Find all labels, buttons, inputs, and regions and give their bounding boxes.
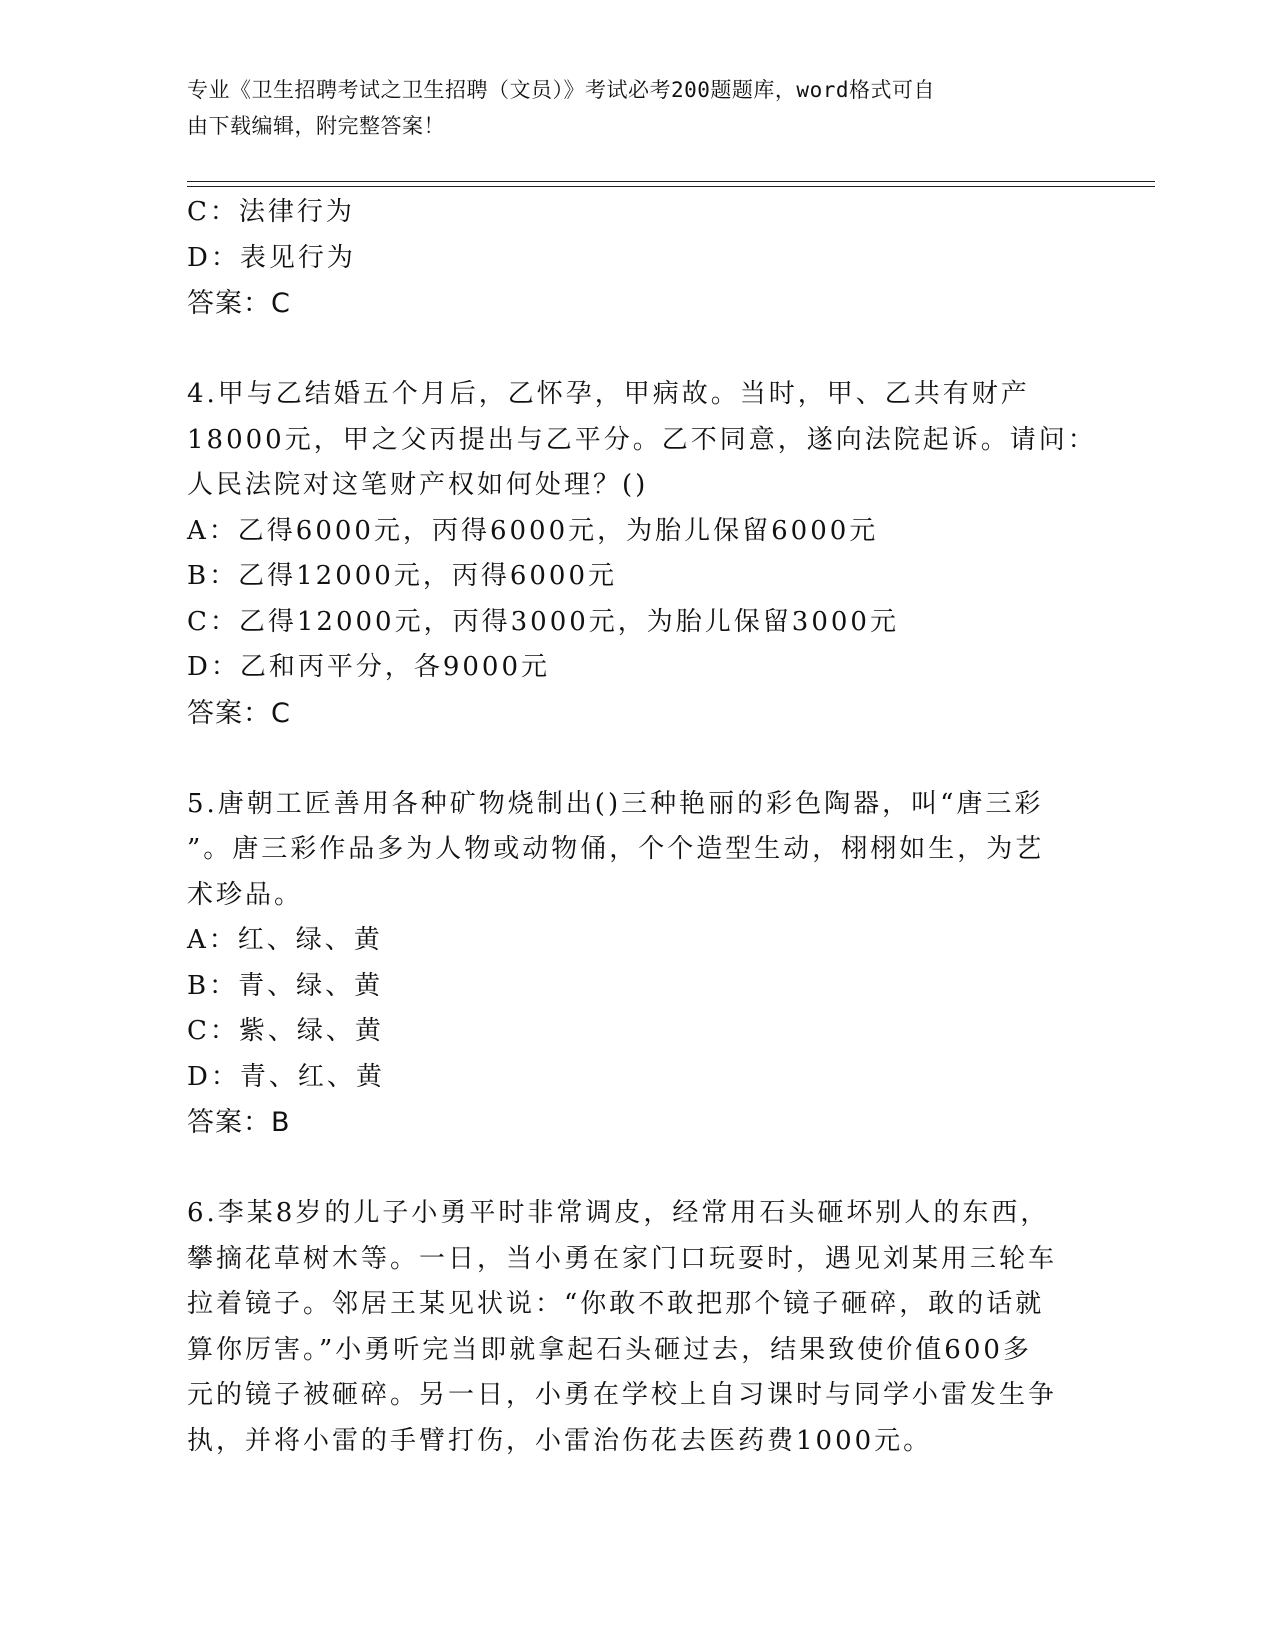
option-c: C：乙得12000元，丙得3000元，为胎儿保留3000元 — [187, 606, 899, 637]
header-line-1: 专业《卫生招聘考试之卫生招聘（文员）》考试必考200题题库，word格式可自 — [187, 78, 935, 102]
question-stem-line: 18000元，甲之父丙提出与乙平分。乙不同意，遂向法院起诉。请问： — [187, 424, 1097, 455]
option-b: B：青、绿、黄 — [187, 970, 384, 1001]
header-line-2: 由下载编辑，附完整答案！ — [187, 114, 445, 138]
option-a: A：红、绿、黄 — [187, 925, 383, 955]
question-stem-line: 6.李某8岁的儿子小勇平时非常调皮，经常用石头砸坏别人的东西， — [187, 1198, 1050, 1228]
question-stem-line: 4.甲与乙结婚五个月后，乙怀孕，甲病故。当时，甲、乙共有财产 — [187, 379, 1030, 409]
option-c: C：法律行为 — [187, 197, 355, 227]
question-6 — [187, 1191, 1067, 1464]
spacer — [187, 327, 1067, 373]
question-stem-line: 5.唐朝工匠善用各种矿物烧制出()三种艳丽的彩色陶器，叫“唐三彩 — [187, 788, 1044, 819]
question-stem-line: 攀摘花草树木等。一日，当小勇在家门口玩耍时，遇见刘某用三轮车 — [187, 1243, 1058, 1274]
question-stem-line: 元的镜子被砸碎。另一日，小勇在学校上自习课时与同学小雷发生争 — [187, 1380, 1058, 1410]
answer: 答案：C — [187, 697, 291, 729]
question-stem-line: 执，并将小雷的手臂打伤，小雷治伤花去医药费1000元。 — [187, 1425, 933, 1456]
option-a: A：乙得6000元，丙得6000元，为胎儿保留6000元 — [187, 515, 879, 546]
option-d: D：乙和丙平分，各9000元 — [187, 652, 551, 682]
question-5 — [187, 782, 1067, 1146]
spacer — [187, 1146, 1067, 1192]
question-stem-line: 人民法院对这笔财产权如何处理？() — [187, 470, 649, 500]
document-body — [187, 190, 1097, 1464]
document-header — [187, 72, 1067, 144]
question-stem-line: 拉着镜子。邻居王某见状说：“你敢不敢把那个镜子砸碎，敢的话就 — [187, 1289, 1045, 1319]
question-stem-line: 术珍品。 — [187, 879, 304, 910]
question-4 — [187, 372, 1097, 736]
question-stem-line: ”。唐三彩作品多为人物或动物俑，个个造型生动，栩栩如生，为艺 — [187, 834, 1045, 864]
option-b: B：乙得12000元，丙得6000元 — [187, 561, 617, 591]
option-d: D：青、红、黄 — [187, 1061, 385, 1092]
answer: 答案：C — [187, 288, 291, 319]
header-divider-top — [187, 181, 1155, 182]
option-d: D：表见行为 — [187, 242, 356, 273]
option-c: C：紫、绿、黄 — [187, 1016, 384, 1046]
header-divider-bottom — [187, 186, 1155, 187]
answer: 答案：B — [187, 1107, 291, 1138]
spacer — [187, 736, 1067, 782]
question-stem-line: 算你厉害。”小勇听完当即就拿起石头砸过去，结果致使价值600多 — [187, 1334, 1032, 1365]
question-3-tail — [187, 190, 1067, 327]
